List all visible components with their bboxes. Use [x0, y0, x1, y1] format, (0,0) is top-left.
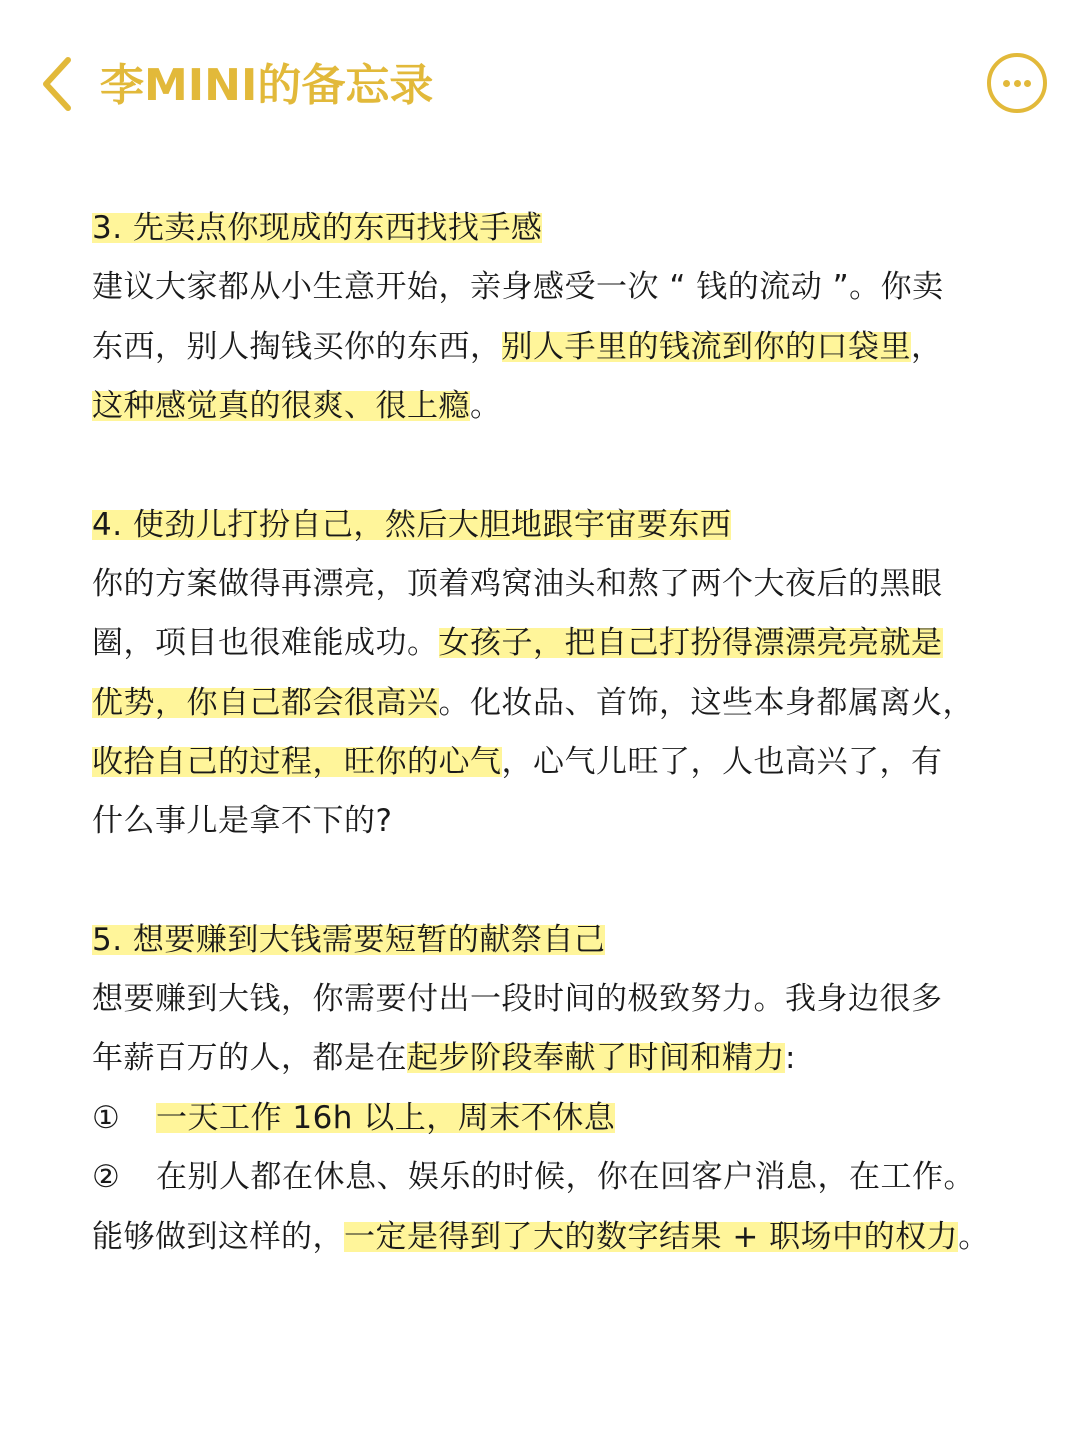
text: 。	[470, 388, 502, 424]
heading-text: 3. 先卖点你现成的东西找找手感	[92, 210, 543, 246]
paragraph-line	[92, 1217, 990, 1257]
chevron-left-icon	[36, 54, 80, 114]
more-dot	[1024, 80, 1031, 87]
text: ，心气儿旺了，人也高兴了，有	[501, 744, 943, 780]
heading-text: 4. 使劲儿打扮自己，然后大胆地跟宇宙要东西	[92, 507, 732, 543]
highlight-text: 起步阶段奉献了时间和精力	[407, 1040, 785, 1076]
list-marker: ②	[92, 1159, 121, 1195]
highlight-text: 别人手里的钱流到你的口袋里	[501, 329, 911, 365]
text: 圈，项目也很难能成功。	[92, 625, 439, 661]
text: 。化妆品、首饰，这些本身都属离火，	[438, 685, 974, 721]
paragraph-line: 什么事儿是拿不下的?	[92, 803, 393, 839]
heading-text: 5. 想要赚到大钱需要短暂的献祭自己	[92, 922, 606, 958]
paragraph-line	[92, 623, 943, 663]
paragraph-line	[92, 327, 943, 367]
more-horizontal-icon	[1003, 80, 1010, 87]
paragraph-line: 建议大家都从小生意开始，亲身感受一次 “ 钱的流动 ”。你卖	[92, 269, 944, 305]
text: 年薪百万的人，都是在	[92, 1040, 407, 1076]
text: ，	[911, 329, 943, 365]
highlight-text: 一定是得到了大的数字结果 + 职场中的权力	[344, 1219, 959, 1255]
highlight-text: 这种感觉真的很爽、很上瘾	[92, 388, 470, 424]
text: 在别人都在休息、娱乐的时候，你在回客户消息，在工作。	[156, 1159, 975, 1195]
top-bar	[0, 0, 1080, 170]
highlight-text: 收拾自己的过程，旺你的心气	[92, 744, 502, 780]
paragraph-line: 想要赚到大钱，你需要付出一段时间的极致努力。我身边很多	[92, 981, 943, 1017]
more-dot	[1014, 80, 1021, 87]
paragraph-line	[92, 742, 943, 782]
more-button[interactable]	[987, 53, 1047, 113]
section-heading	[92, 505, 731, 545]
list-item	[92, 1098, 615, 1138]
highlight-text: 优势，你自己都会很高兴	[92, 685, 439, 721]
section-heading	[92, 920, 605, 960]
paragraph-line	[92, 1038, 796, 1078]
page-title: 李MINI的备忘录	[100, 60, 434, 111]
list-marker: ①	[92, 1100, 121, 1136]
text: 东西，别人掏钱买你的东西，	[92, 329, 502, 365]
back-button[interactable]	[36, 54, 80, 114]
text: :	[785, 1040, 796, 1076]
highlight-text: 女孩子，把自己打扮得漂漂亮亮就是	[438, 625, 943, 661]
text: 能够做到这样的，	[92, 1219, 344, 1255]
paragraph-line	[92, 386, 502, 426]
text: 。	[958, 1219, 990, 1255]
paragraph-line: 你的方案做得再漂亮，顶着鸡窝油头和熬了两个大夜后的黑眼	[92, 566, 943, 602]
paragraph-line	[92, 683, 974, 723]
list-item	[92, 1157, 975, 1197]
section-heading	[92, 208, 542, 248]
highlight-text: 一天工作 16h 以上，周末不休息	[156, 1100, 616, 1136]
